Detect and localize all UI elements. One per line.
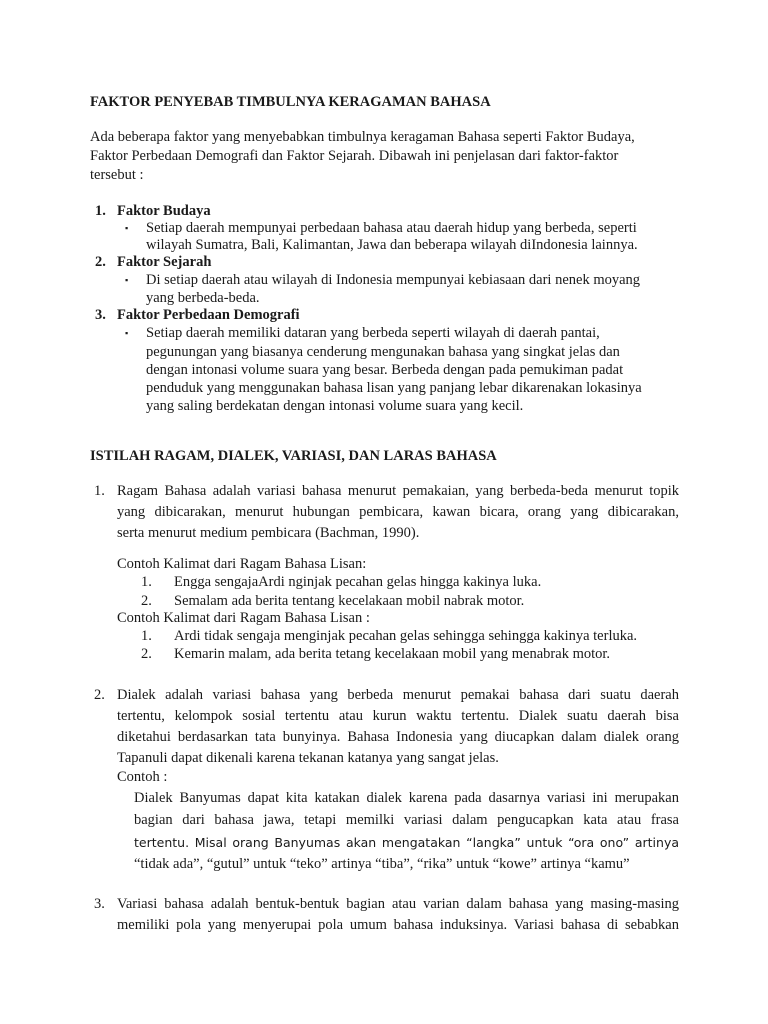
example-label: Contoh Kalimat dari Ragam Bahasa Lisan: <box>117 556 367 572</box>
example-number: 1. <box>141 574 152 590</box>
factor-number: 1. <box>95 203 106 219</box>
example-label: Contoh Kalimat dari Ragam Bahasa Lisan : <box>117 610 370 626</box>
section-text-line: Ragam Bahasa adalah variasi bahasa menurut pemakaian, yang berbeda-beda menurut topik <box>117 483 679 499</box>
section-number: 3. <box>94 896 105 912</box>
section-number: 2. <box>94 687 105 703</box>
intro-line: tersebut : <box>90 167 144 183</box>
factor-text-line: Setiap daerah mempunyai perbedaan bahasa atau daerah hidup yang berbeda, seperti <box>146 220 637 236</box>
contoh-line: “tidak ada”, “gutul” untuk “teko” artinya “tiba”, “rika” untuk “kowe” artinya “kamu” <box>134 856 630 872</box>
contoh-line: bagian dari bahasa jawa, tetapi memilki variasi dalam pengucapkan kata atau frasa <box>134 812 679 828</box>
example-text: Kemarin malam, ada berita tetang kecelakaan mobil yang menabrak motor. <box>174 646 611 662</box>
factor-text-line: penduduk yang menggunakan bahasa lisan yang panjang lebar dikarenakan lokasinya <box>146 380 642 396</box>
example-text: Semalam ada berita tentang kecelakaan mobil nabrak motor. <box>174 593 525 609</box>
section-text-line: Dialek adalah variasi bahasa yang berbeda menurut pemakai bahasa dari suatu daerah <box>117 687 679 703</box>
example-number: 2. <box>141 593 152 609</box>
factor-title: Faktor Sejarah <box>117 254 212 270</box>
factor-text-line: yang berbeda-beda. <box>146 290 260 306</box>
factor-text-line: dengan intonasi volume suara yang besar. Berbeda dengan pada pemukiman padat <box>146 362 624 378</box>
bullet-icon: ▪ <box>125 223 129 233</box>
factor-number: 3. <box>95 307 106 323</box>
section-text-line: serta menurut medium pembicara (Bachman, 1990). <box>117 525 420 541</box>
heading-faktor-penyebab: FAKTOR PENYEBAB TIMBULNYA KERAGAMAN BAHASA <box>90 94 491 110</box>
factor-text-line: pegunungan yang biasanya cenderung mengunakan bahasa yang singkat jelas dan <box>146 344 620 360</box>
factor-text-line: Setiap daerah memiliki dataran yang berbeda seperti wilayah di daerah pantai, <box>146 325 600 341</box>
section-number: 1. <box>94 483 105 499</box>
factor-text-line: yang saling berdekatan dengan intonasi volume suara yang kecil. <box>146 398 524 414</box>
example-number: 1. <box>141 628 152 644</box>
bullet-icon: ▪ <box>125 275 129 285</box>
bullet-icon: ▪ <box>125 328 129 338</box>
section-text-line: Variasi bahasa adalah bentuk-bentuk bagian atau varian dalam bahasa yang masing-masing <box>117 896 679 912</box>
section-text-line: memiliki pola yang menyerupai pola umum bahasa induksinya. Variasi bahasa di sebabkan <box>117 917 679 933</box>
example-number: 2. <box>141 646 152 662</box>
contoh-line: tertentu. Misal orang Banyumas akan mengatakan “langka” untuk “ora ono” artinya <box>134 835 679 850</box>
section-text-line: Tapanuli dapat dikenali karena tekanan katanya yang sangat jelas. <box>117 750 499 766</box>
factor-text-line: Di setiap daerah atau wilayah di Indonesia mempunyai kebiasaan dari nenek moyang <box>146 272 641 288</box>
heading-istilah-ragam: ISTILAH RAGAM, DIALEK, VARIASI, DAN LARAS BAHASA <box>90 448 497 464</box>
section-text-line: tertentu, kelompok sosial tertentu atau kurun waktu tertentu. Dialek suatu daerah bisa <box>117 708 679 724</box>
intro-line: Ada beberapa faktor yang menyebabkan timbulnya keragaman Bahasa seperti Faktor Budaya, <box>90 129 635 145</box>
factor-text-line: wilayah Sumatra, Bali, Kalimantan, Jawa dan beberapa wilayah diIndonesia lainnya. <box>146 237 638 253</box>
factor-number: 2. <box>95 254 106 270</box>
example-text: Engga sengajaArdi nginjak pecahan gelas hingga kakinya luka. <box>174 574 542 590</box>
example-text: Ardi tidak sengaja menginjak pecahan gelas sehingga sehingga kakinya terluka. <box>174 628 638 644</box>
section-text-line: diketahui berdasarkan tata bunyinya. Bahasa Indonesia yang diucapkan dalam dialek orang <box>117 729 679 745</box>
factor-title: Faktor Perbedaan Demografi <box>117 307 300 323</box>
contoh-label: Contoh : <box>117 769 168 785</box>
factor-title: Faktor Budaya <box>117 203 211 219</box>
intro-line: Faktor Perbedaan Demografi dan Faktor Sejarah. Dibawah ini penjelasan dari faktor-faktor <box>90 148 619 164</box>
section-text-line: yang dibicarakan, menurut hubungan pembicara, kawan bicara, orang yang dibicarakan, <box>117 504 679 520</box>
contoh-line: Dialek Banyumas dapat kita katakan dialek karena pada dasarnya variasi ini merupakan <box>134 790 679 806</box>
